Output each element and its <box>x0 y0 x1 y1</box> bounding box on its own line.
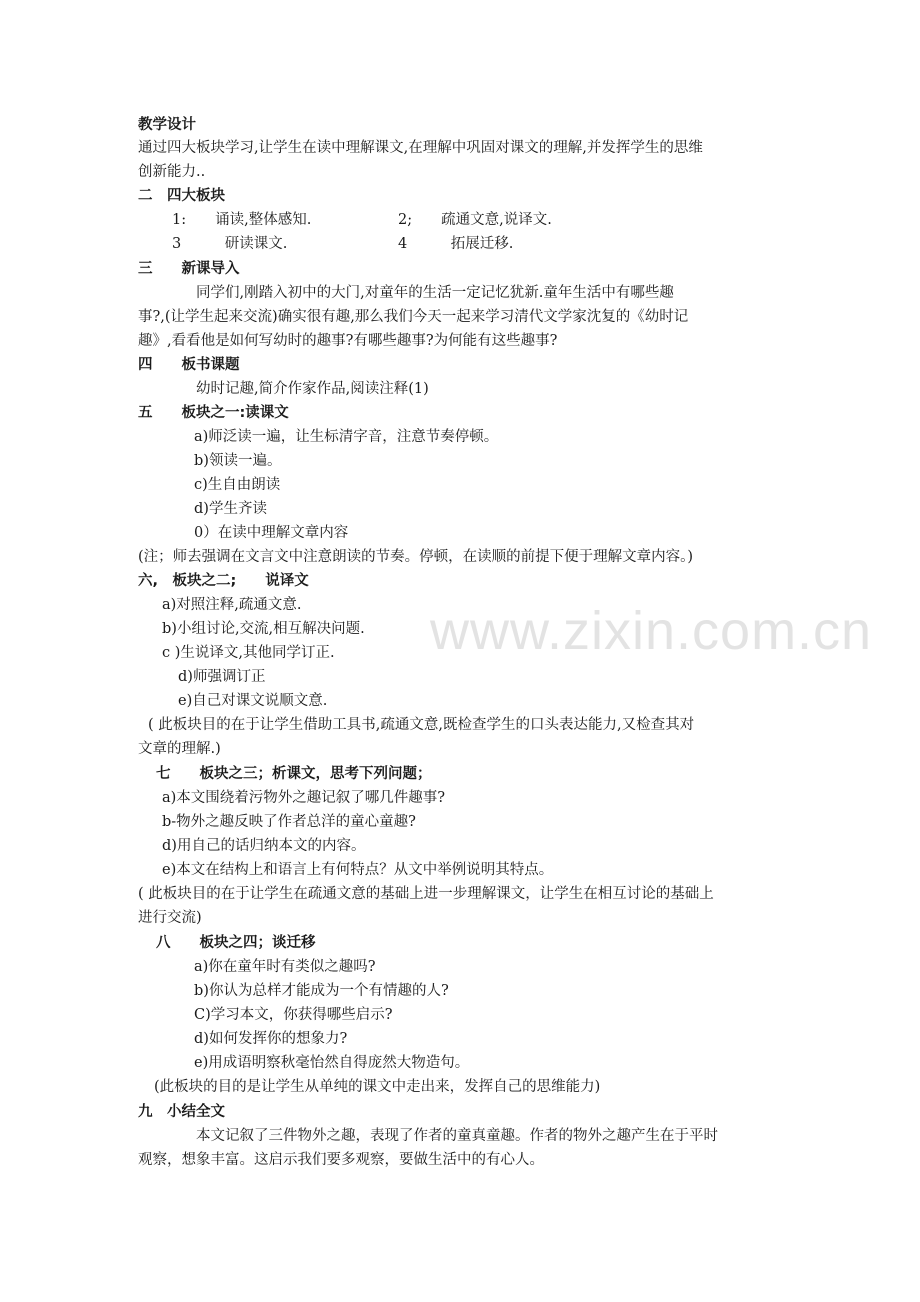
section-3-heading: 三 新课导入 <box>138 261 240 277</box>
section-4-heading: 四 板书课题 <box>138 357 240 373</box>
watermark: www.zixin.com.cn <box>430 601 873 661</box>
list-item: b)小组讨论,交流,相互解决问题. <box>162 621 365 637</box>
block-item-3: 3 研读课文. <box>172 236 288 252</box>
list-item: C)学习本文，你获得哪些启示? <box>194 1007 393 1023</box>
intro-line-1: 通过四大板块学习,让学生在读中理解课文,在理解中巩固对课文的理解,并发挥学生的思维 <box>138 140 703 156</box>
section-4-line: 幼时记趣,简介作家作品,阅读注释(1) <box>196 381 429 397</box>
list-item: a)你在童年时有类似之趣吗? <box>194 959 376 975</box>
summary-line-1: 本文记叙了三件物外之趣，表现了作者的童真童趣。作者的物外之趣产生在于平时 <box>196 1128 718 1144</box>
list-item: a)对照注释,疏通文意. <box>162 597 302 613</box>
intro-paragraph-line-2: 事?,(让学生起来交流)确实很有趣,那么我们今天一起来学习清代文学家沈复的《幼时记 <box>138 309 689 325</box>
section-2-heading: 二 四大板块 <box>138 188 225 204</box>
section-5-heading: 五 板块之一:读课文 <box>138 405 289 421</box>
section-7-heading: 七 板块之三；析课文，思考下列问题； <box>156 766 432 782</box>
block-item-2: 2; 疏通文意,说译文. <box>398 212 552 228</box>
section-9-heading: 九 小结全文 <box>138 1104 225 1120</box>
intro-paragraph-line-1: 同学们,刚踏入初中的大门,对童年的生活一定记忆犹新.童年生活中有哪些趣 <box>196 285 674 301</box>
section-8-note: (此板块的目的是让学生从单纯的课文中走出来，发挥自己的思维能力) <box>154 1079 601 1095</box>
list-item: d)如何发挥你的想象力? <box>194 1031 348 1047</box>
list-item: b-物外之趣反映了作者总洋的童心童趣? <box>162 814 416 830</box>
summary-line-2: 观察，想象丰富。这启示我们要多观察，要做生活中的有心人。 <box>138 1152 544 1168</box>
section-7-note-line-2: 进行交流) <box>138 910 202 926</box>
list-item: b)领读一遍。 <box>194 453 282 469</box>
list-item: d)用自己的话归纳本文的内容。 <box>162 838 366 854</box>
section-7-note-line-1: ( 此板块目的在于让学生在疏通文意的基础上进一步理解课文，让学生在相互讨论的基础上 <box>138 886 714 902</box>
section-6-heading: 六, 板块之二; 说译文 <box>138 573 309 589</box>
list-item: a)本文围绕着污物外之趣记叙了哪几件趣事? <box>162 790 446 806</box>
list-item: d)学生齐读 <box>194 501 267 517</box>
list-item: b)你认为总样才能成为一个有情趣的人? <box>194 983 449 999</box>
list-item: 0）在读中理解文章内容 <box>194 525 349 541</box>
list-item: c)生自由朗读 <box>194 477 281 493</box>
section-5-note: (注；师去强调在文言文中注意朗读的节奏。停顿，在读顺的前提下便于理解文章内容。) <box>138 549 694 565</box>
doc-title: 教学设计 <box>138 117 196 133</box>
list-item: e)用成语明察秋毫怡然自得庞然大物造句。 <box>194 1055 470 1071</box>
list-item: e)本文在结构上和语言上有何特点？从文中举例说明其特点。 <box>162 862 554 878</box>
list-item: d)师强调订正 <box>178 669 266 685</box>
section-8-heading: 八 板块之四；谈迁移 <box>156 935 316 951</box>
block-item-1: 1: 诵读,整体感知. <box>172 212 312 228</box>
intro-line-2: 创新能力.. <box>138 164 206 180</box>
block-item-4: 4 拓展迁移. <box>398 236 514 252</box>
list-item: e)自己对课文说顺文意. <box>178 693 328 709</box>
list-item: c )生说译文,其他同学订正. <box>162 645 335 661</box>
list-item: a)师泛读一遍，让生标清字音，注意节奏停顿。 <box>194 429 499 445</box>
section-6-note-line-1: ( 此板块目的在于让学生借助工具书,疏通文意,既检查学生的口头表达能力,又检查其对 <box>148 717 695 733</box>
intro-paragraph-line-3: 趣》,看看他是如何写幼时的趣事?有哪些趣事?为何能有这些趣事? <box>138 333 558 349</box>
section-6-note-line-2: 文章的理解.) <box>138 741 221 757</box>
